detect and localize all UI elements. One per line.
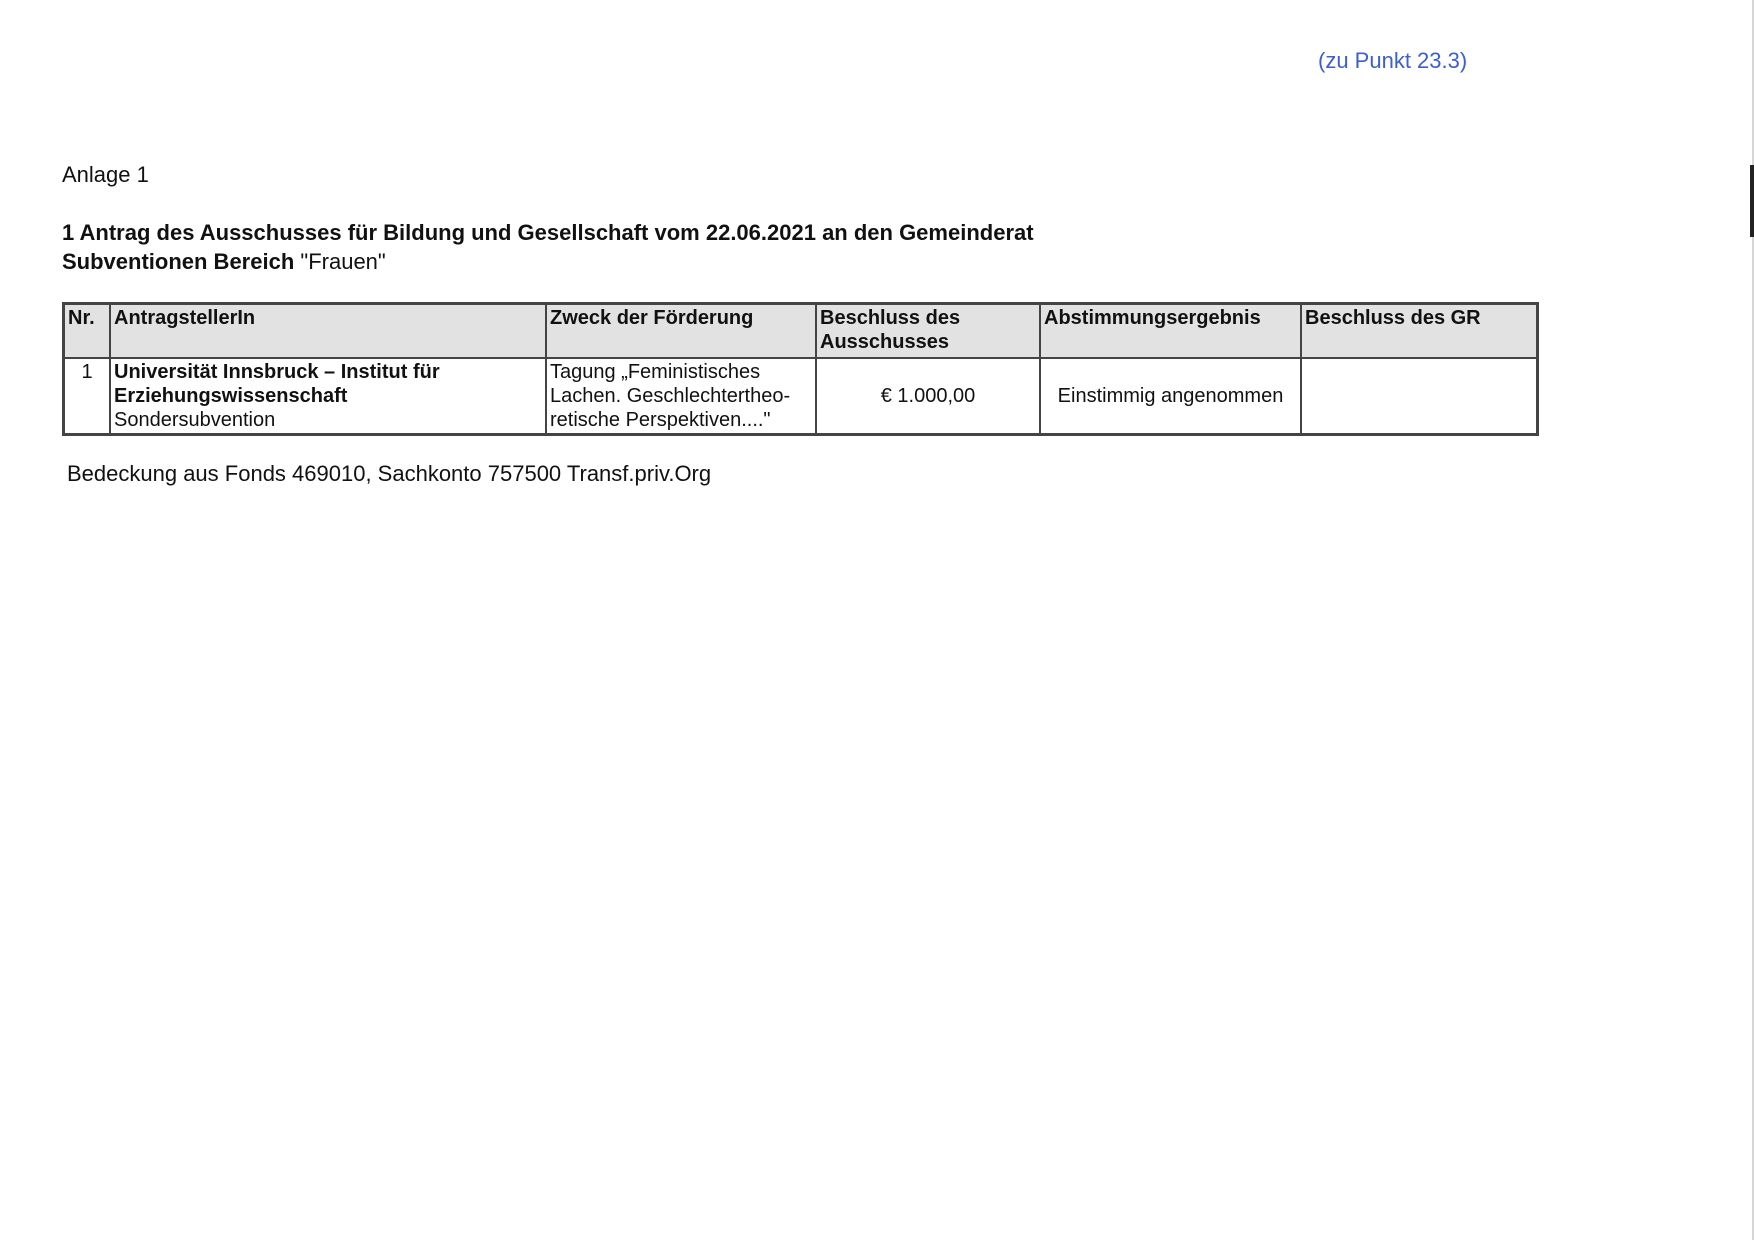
- col-header-applicant: AntragstellerIn: [110, 304, 546, 359]
- cell-committee-decision: € 1.000,00: [816, 358, 1040, 435]
- cell-gr-decision: [1301, 358, 1538, 435]
- funding-coverage-note: Bedeckung aus Fonds 469010, Sachkonto 757500 Transf.priv.Org: [67, 461, 712, 486]
- applicant-name-line-2: Erziehungswissenschaft: [114, 385, 348, 407]
- col-header-vote-result: Abstimmungsergebnis: [1040, 304, 1301, 359]
- table-header-row: [64, 304, 1538, 359]
- cell-purpose: Tagung „Feministisches Lachen. Geschlechtertheo- retische Perspektiven....": [546, 358, 816, 435]
- document-heading: [62, 218, 1034, 276]
- applicant-name-line-1: Universität Innsbruck – Institut für: [114, 361, 440, 383]
- cell-nr: 1: [64, 358, 111, 435]
- agenda-reference: (zu Punkt 23.3): [1318, 48, 1468, 73]
- heading-line-1: 1 Antrag des Ausschusses für Bildung und Gesellschaft vom 22.06.2021 an den Gemeinderat: [62, 220, 1034, 245]
- col-header-gr-decision: Beschluss des GR: [1301, 304, 1538, 359]
- col-header-nr: Nr.: [64, 304, 111, 359]
- scan-edge-mark: [1750, 165, 1754, 237]
- cell-applicant: [110, 358, 546, 435]
- heading-line-2: Subventionen Bereich "Frauen": [62, 249, 386, 274]
- applicant-type: Sondersubvention: [114, 409, 276, 431]
- table-row: [64, 358, 1538, 435]
- attachment-label: Anlage 1: [62, 162, 149, 187]
- col-header-purpose: Zweck der Förderung: [546, 304, 816, 359]
- cell-vote-result: Einstimmig angenommen: [1040, 358, 1301, 435]
- col-header-committee-decision: Beschluss des Ausschusses: [816, 304, 1040, 359]
- subsidy-table: [62, 302, 1539, 436]
